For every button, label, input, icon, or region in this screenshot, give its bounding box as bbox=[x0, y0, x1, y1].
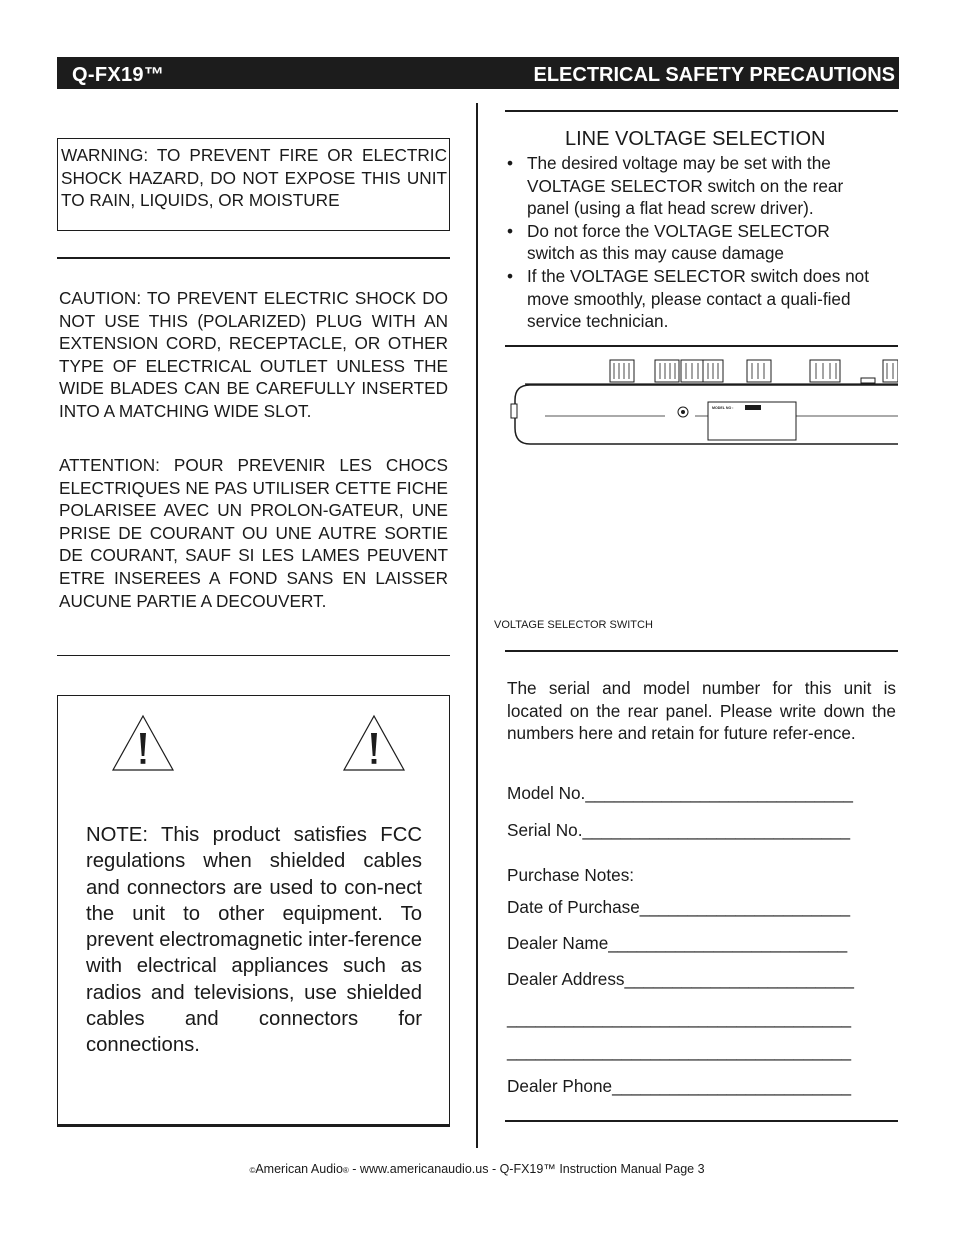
serial-intro-text: The serial and model number for this unit is located on the rear panel. Please write down the numbers here and retain for future refer-ence. bbox=[507, 678, 896, 744]
footer-separator: - bbox=[488, 1162, 500, 1176]
footer-manual-page: Q-FX19™ Instruction Manual Page 3 bbox=[499, 1162, 705, 1176]
left-rule-2 bbox=[57, 655, 450, 656]
dealer-phone-field[interactable]: Dealer Phone_________________________ bbox=[507, 1076, 852, 1096]
serial-no-field[interactable]: Serial No.____________________________ bbox=[507, 820, 851, 840]
footer-brand: American Audio bbox=[255, 1162, 343, 1176]
copyright-symbol: © bbox=[249, 1166, 256, 1175]
note-box-bottom-rule bbox=[57, 1125, 450, 1127]
warning-box bbox=[57, 138, 450, 231]
caution-text: CAUTION: TO PREVENT ELECTRIC SHOCK DO NOT USE THIS (POLARIZED) PLUG WITH AN EXTENSION CORD, RECEPTACLE, OR OTHER TYPE OF ELECTRICAL OUTLET UNLESS THE WIDE BLADES CAN BE CAREFULLY INSERTED INTO A MATCHING WIDE SLOT. bbox=[59, 288, 448, 421]
header-section-title: ELECTRICAL SAFETY PRECAUTIONS bbox=[533, 64, 895, 86]
right-rule-4 bbox=[505, 1120, 898, 1122]
model-no-field[interactable]: Model No.____________________________ bbox=[507, 783, 853, 803]
header-model: Q-FX19™ bbox=[72, 64, 165, 86]
column-divider bbox=[476, 103, 478, 1148]
right-rule-3 bbox=[505, 650, 898, 652]
registered-symbol: ® bbox=[342, 1166, 349, 1175]
rear-panel-diagram bbox=[505, 352, 898, 612]
plate-model-label: MODEL NO : bbox=[712, 406, 734, 410]
dealer-address-line-3[interactable]: ____________________________________ bbox=[507, 1041, 852, 1061]
date-of-purchase-field[interactable]: Date of Purchase______________________ bbox=[507, 897, 851, 917]
fcc-note-text: NOTE: This product satisfies FCC regulations when shielded cables and connectors are used to con-nect the unit to other equipment. To prevent electromagnetic inter-ference with electrical appliances such as radios and televisions, use shielded cables and connectors for connections. bbox=[86, 824, 422, 1057]
attention-text: ATTENTION: POUR PREVENIR LES CHOCS ELECTRIQUES NE PAS UTILISER CETTE FICHE POLARISEE AVEC UN PROLON-GATEUR, UNE PRISE DE COURANT OU UNE AUTRE SORTIE DE COURANT, SAUF SI LES LAMES PEUVENT ETRE INSEREES A FOND SANS EN LAISSER AUCUNE PARTIE A DECOUVERT. bbox=[59, 455, 448, 611]
warning-triangle-icon-right bbox=[342, 714, 406, 772]
right-rule-1 bbox=[505, 110, 898, 112]
diagram-caption: VOLTAGE SELECTOR SWITCH bbox=[494, 619, 653, 631]
list-item: • If the VOLTAGE SELECTOR switch does not move smoothly, please contact a quali-fied service technician. bbox=[505, 265, 875, 333]
header-bar bbox=[57, 57, 899, 89]
warning-triangle-icon-left bbox=[111, 714, 175, 772]
dealer-address-line-2[interactable]: ____________________________________ bbox=[507, 1008, 852, 1028]
warning-text: WARNING: TO PREVENT FIRE OR ELECTRIC SHOCK HAZARD, DO NOT EXPOSE THIS UNIT TO RAIN, LIQUIDS, OR MOISTURE bbox=[61, 145, 447, 211]
list-item: • The desired voltage may be set with the VOLTAGE SELECTOR switch on the rear panel (using a flat head screw driver). bbox=[505, 152, 875, 220]
line-voltage-title: LINE VOLTAGE SELECTION bbox=[565, 128, 826, 150]
top-knobs bbox=[610, 360, 898, 383]
list-item: • Do not force the VOLTAGE SELECTOR switch as this may cause damage bbox=[505, 220, 875, 265]
dealer-address-field[interactable]: Dealer Address________________________ bbox=[507, 969, 854, 989]
right-rule-2 bbox=[505, 345, 898, 347]
purchase-notes-label: Purchase Notes: bbox=[507, 865, 635, 885]
footer-separator: - bbox=[348, 1162, 360, 1176]
dealer-name-field[interactable]: Dealer Name_________________________ bbox=[507, 933, 848, 953]
fcc-note-box bbox=[57, 695, 450, 1125]
page-footer bbox=[0, 1162, 954, 1176]
left-rule-1 bbox=[57, 257, 450, 259]
line-voltage-list bbox=[505, 152, 875, 333]
footer-url[interactable]: www.americanaudio.us bbox=[359, 1162, 489, 1176]
